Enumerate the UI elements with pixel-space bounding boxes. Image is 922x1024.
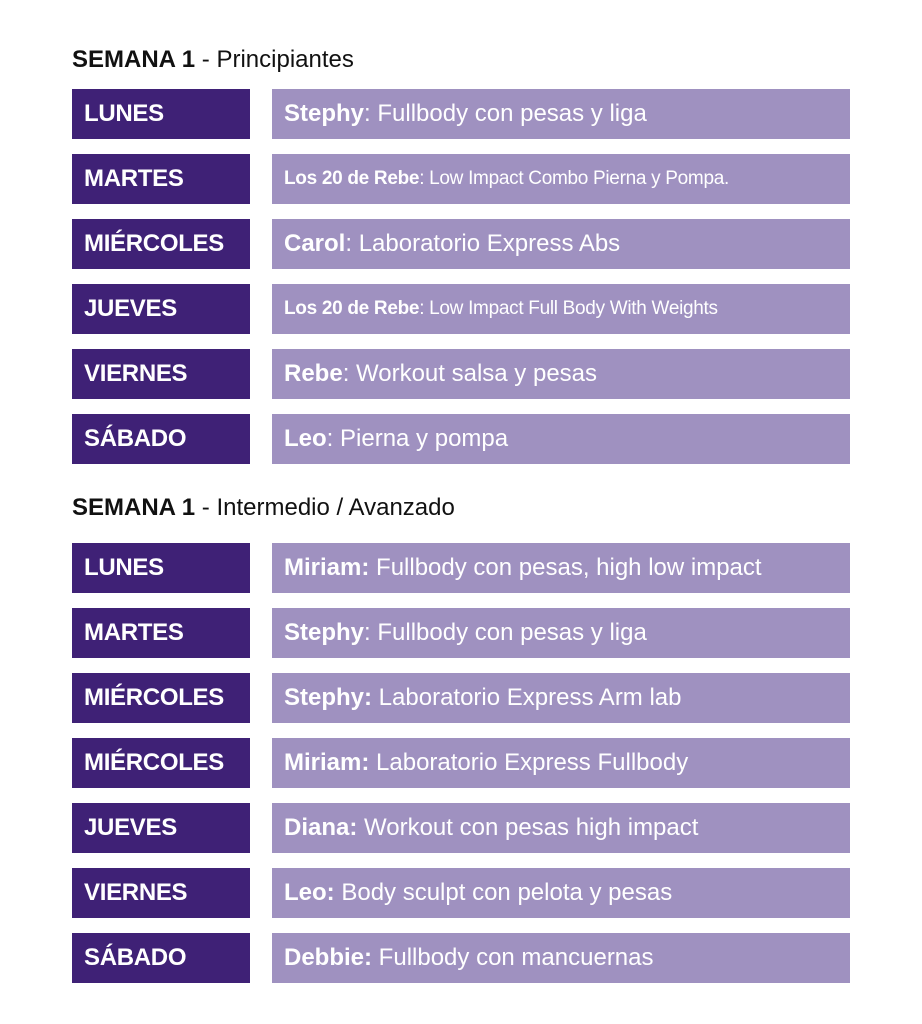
section-title-principiantes [72, 45, 354, 75]
activity-text: : Workout salsa y pesas [342, 360, 598, 387]
schedule-row [72, 933, 850, 983]
section-title-intermedio-avanzado [72, 493, 455, 523]
session-cell [272, 219, 850, 269]
coach-name: Miriam: [284, 554, 370, 581]
activity-text: : Low Impact Full Body With Weights [419, 298, 718, 319]
schedule-row [72, 868, 850, 918]
day-label: SÁBADO [72, 414, 250, 464]
section-title-level: - Intermedio / Avanzado [195, 494, 455, 521]
schedule-row [72, 154, 850, 204]
schedule-row [72, 803, 850, 853]
coach-name: Debbie: [284, 944, 373, 971]
session-cell [272, 89, 850, 139]
section-title-level: - Principiantes [195, 46, 354, 73]
session-cell [272, 543, 850, 593]
coach-name: Los 20 de Rebe [284, 168, 420, 189]
activity-text: Laboratorio Express Fullbody [369, 749, 689, 776]
coach-name: Stephy [284, 100, 365, 127]
schedule-row [72, 543, 850, 593]
day-label: MIÉRCOLES [72, 673, 250, 723]
day-label: JUEVES [72, 803, 250, 853]
activity-text: : Fullbody con pesas y liga [364, 619, 647, 646]
schedule-row [72, 284, 850, 334]
coach-name: Leo [284, 425, 327, 452]
schedule-row [72, 673, 850, 723]
schedule-row [72, 414, 850, 464]
activity-text: : Pierna y pompa [326, 425, 509, 452]
day-label: MIÉRCOLES [72, 219, 250, 269]
day-label: VIERNES [72, 868, 250, 918]
session-cell [272, 154, 850, 204]
activity-text: Workout con pesas high impact [357, 814, 699, 841]
session-cell [272, 414, 850, 464]
day-label: LUNES [72, 89, 250, 139]
activity-text: Body sculpt con pelota y pesas [334, 879, 673, 906]
session-cell [272, 868, 850, 918]
activity-text: : Laboratorio Express Abs [345, 230, 621, 257]
day-label: SÁBADO [72, 933, 250, 983]
session-cell [272, 608, 850, 658]
coach-name: Miriam: [284, 749, 370, 776]
coach-name: Carol [284, 230, 346, 257]
coach-name: Stephy: [284, 684, 373, 711]
schedule-row [72, 608, 850, 658]
coach-name: Diana: [284, 814, 358, 841]
coach-name: Stephy [284, 619, 365, 646]
day-label: MARTES [72, 608, 250, 658]
coach-name: Leo: [284, 879, 335, 906]
session-cell [272, 738, 850, 788]
day-label: LUNES [72, 543, 250, 593]
day-label: MIÉRCOLES [72, 738, 250, 788]
schedule-row [72, 219, 850, 269]
session-cell [272, 349, 850, 399]
activity-text: Laboratorio Express Arm lab [372, 684, 682, 711]
coach-name: Rebe [284, 360, 343, 387]
day-label: JUEVES [72, 284, 250, 334]
session-cell [272, 284, 850, 334]
session-cell [272, 803, 850, 853]
activity-text: : Fullbody con pesas y liga [364, 100, 647, 127]
session-cell [272, 673, 850, 723]
activity-text: Fullbody con mancuernas [372, 944, 654, 971]
section-title-week: SEMANA 1 [72, 46, 196, 73]
schedule-row [72, 349, 850, 399]
section-title-week: SEMANA 1 [72, 494, 196, 521]
schedule-row [72, 89, 850, 139]
day-label: VIERNES [72, 349, 250, 399]
session-cell [272, 933, 850, 983]
activity-text: : Low Impact Combo Pierna y Pompa. [419, 168, 729, 189]
schedule-row [72, 738, 850, 788]
activity-text: Fullbody con pesas, high low impact [369, 554, 762, 581]
day-label: MARTES [72, 154, 250, 204]
coach-name: Los 20 de Rebe [284, 298, 420, 319]
